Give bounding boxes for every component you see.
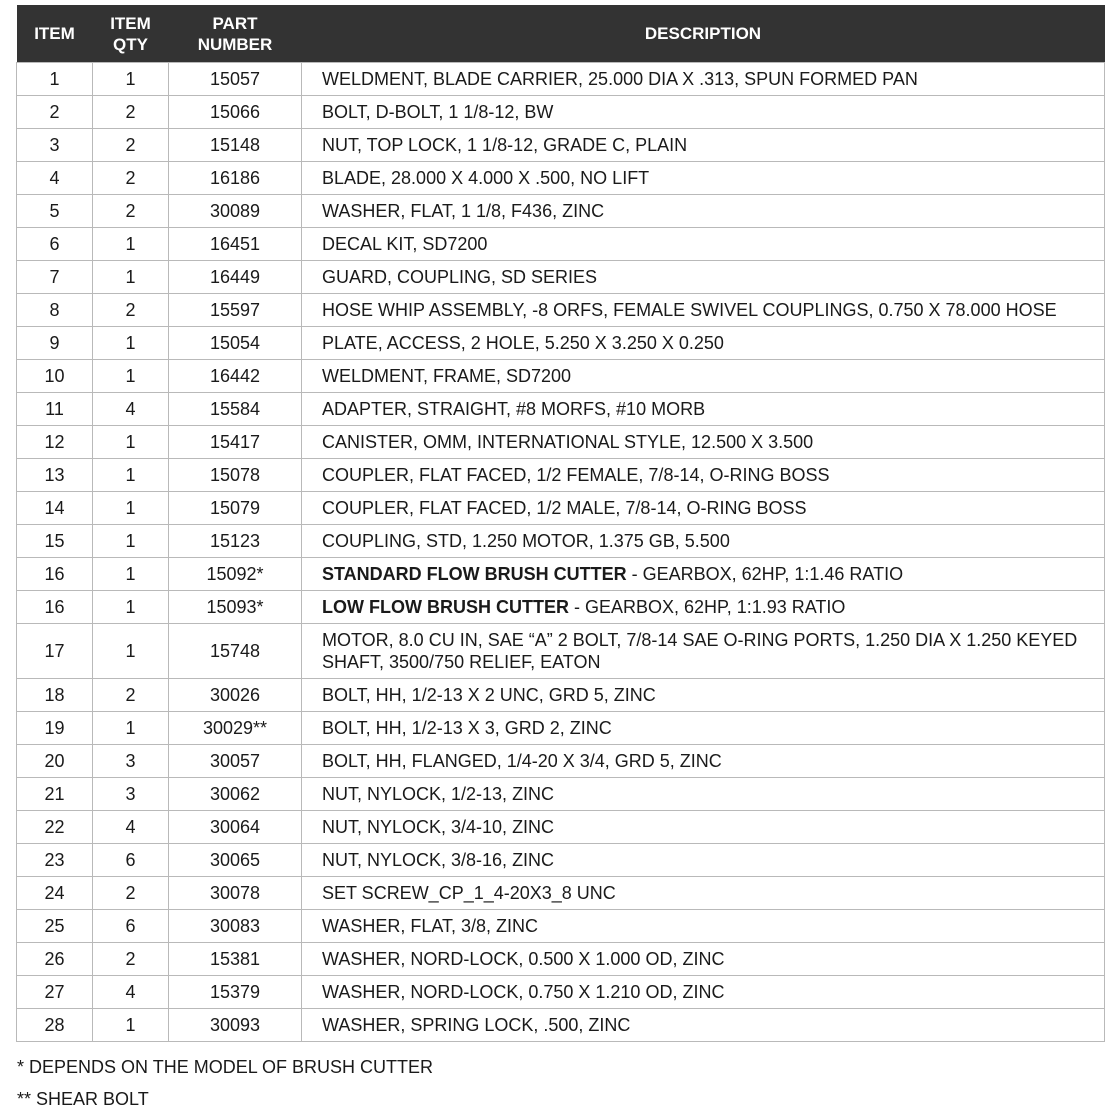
part-number-cell: 15379 bbox=[169, 976, 302, 1009]
table-row bbox=[17, 591, 1105, 624]
item-qty-cell: 4 bbox=[93, 811, 169, 844]
description-text: DECAL KIT, SD7200 bbox=[322, 234, 488, 254]
table-row bbox=[17, 712, 1105, 745]
description-text: - GEARBOX, 62HP, 1:1.93 RATIO bbox=[568, 597, 846, 617]
description-text: CANISTER, OMM, INTERNATIONAL STYLE, 12.500 X 3.500 bbox=[322, 432, 814, 452]
item-number-cell: 27 bbox=[17, 976, 93, 1009]
part-number-cell: 16442 bbox=[169, 360, 302, 393]
part-number-cell: 15597 bbox=[169, 294, 302, 327]
item-qty-cell: 1 bbox=[93, 492, 169, 525]
part-number-cell: 15093* bbox=[169, 591, 302, 624]
description-bold-text: LOW FLOW BRUSH CUTTER bbox=[322, 597, 569, 617]
item-number-cell: 8 bbox=[17, 294, 93, 327]
description-text: PLATE, ACCESS, 2 HOLE, 5.250 X 3.250 X 0.250 bbox=[322, 333, 724, 353]
description-cell bbox=[302, 679, 1105, 712]
item-number-cell: 22 bbox=[17, 811, 93, 844]
part-number-cell: 15748 bbox=[169, 624, 302, 679]
description-cell bbox=[302, 624, 1105, 679]
table-row bbox=[17, 426, 1105, 459]
item-number-cell: 25 bbox=[17, 910, 93, 943]
part-number-cell: 30065 bbox=[169, 844, 302, 877]
description-cell bbox=[302, 426, 1105, 459]
header-item-qty: ITEM QTY bbox=[93, 5, 169, 63]
table-row bbox=[17, 459, 1105, 492]
table-row bbox=[17, 910, 1105, 943]
description-cell bbox=[302, 591, 1105, 624]
table-header-row bbox=[17, 5, 1105, 63]
part-number-cell: 15417 bbox=[169, 426, 302, 459]
table-row bbox=[17, 877, 1105, 910]
description-cell bbox=[302, 910, 1105, 943]
item-qty-cell: 1 bbox=[93, 426, 169, 459]
description-cell bbox=[302, 778, 1105, 811]
item-number-cell: 16 bbox=[17, 558, 93, 591]
table-row bbox=[17, 129, 1105, 162]
description-text: ADAPTER, STRAIGHT, #8 MORFS, #10 MORB bbox=[322, 399, 706, 419]
item-number-cell: 26 bbox=[17, 943, 93, 976]
description-text: WASHER, NORD-LOCK, 0.500 X 1.000 OD, ZINC bbox=[322, 949, 725, 969]
description-text: WASHER, SPRING LOCK, .500, ZINC bbox=[322, 1015, 631, 1035]
item-number-cell: 17 bbox=[17, 624, 93, 679]
item-number-cell: 10 bbox=[17, 360, 93, 393]
description-cell bbox=[302, 360, 1105, 393]
item-qty-cell: 2 bbox=[93, 679, 169, 712]
item-number-cell: 15 bbox=[17, 525, 93, 558]
item-qty-cell: 1 bbox=[93, 1009, 169, 1042]
item-qty-cell: 1 bbox=[93, 261, 169, 294]
item-number-cell: 1 bbox=[17, 63, 93, 96]
item-qty-cell: 1 bbox=[93, 558, 169, 591]
description-cell bbox=[302, 745, 1105, 778]
item-qty-cell: 4 bbox=[93, 976, 169, 1009]
description-cell bbox=[302, 943, 1105, 976]
description-text: WASHER, FLAT, 1 1/8, F436, ZINC bbox=[322, 201, 605, 221]
part-number-cell: 30093 bbox=[169, 1009, 302, 1042]
item-number-cell: 2 bbox=[17, 96, 93, 129]
item-qty-cell: 2 bbox=[93, 162, 169, 195]
item-qty-cell: 1 bbox=[93, 327, 169, 360]
description-text: GUARD, COUPLING, SD SERIES bbox=[322, 267, 598, 287]
part-number-cell: 30062 bbox=[169, 778, 302, 811]
part-number-cell: 30083 bbox=[169, 910, 302, 943]
item-qty-cell: 2 bbox=[93, 877, 169, 910]
table-row bbox=[17, 679, 1105, 712]
item-qty-cell: 1 bbox=[93, 360, 169, 393]
table-row bbox=[17, 162, 1105, 195]
description-text: SET SCREW_CP_1_4-20X3_8 UNC bbox=[322, 883, 616, 903]
item-number-cell: 4 bbox=[17, 162, 93, 195]
description-cell bbox=[302, 1009, 1105, 1042]
table-row bbox=[17, 811, 1105, 844]
description-text: COUPLER, FLAT FACED, 1/2 FEMALE, 7/8-14, O-RING BOSS bbox=[322, 465, 830, 485]
table-row bbox=[17, 778, 1105, 811]
item-number-cell: 16 bbox=[17, 591, 93, 624]
description-text: HOSE WHIP ASSEMBLY, -8 ORFS, FEMALE SWIVEL COUPLINGS, 0.750 X 78.000 HOSE bbox=[322, 300, 1057, 320]
part-number-cell: 15148 bbox=[169, 129, 302, 162]
header-part-number: PART NUMBER bbox=[169, 5, 302, 63]
item-number-cell: 6 bbox=[17, 228, 93, 261]
description-cell bbox=[302, 877, 1105, 910]
item-number-cell: 18 bbox=[17, 679, 93, 712]
description-cell bbox=[302, 129, 1105, 162]
item-qty-cell: 2 bbox=[93, 294, 169, 327]
table-row bbox=[17, 558, 1105, 591]
item-number-cell: 14 bbox=[17, 492, 93, 525]
parts-table-body bbox=[17, 63, 1105, 1042]
description-text: NUT, NYLOCK, 1/2-13, ZINC bbox=[322, 784, 555, 804]
description-cell bbox=[302, 712, 1105, 745]
footnote-depends-on-model: * DEPENDS ON THE MODEL OF BRUSH CUTTER bbox=[17, 1057, 434, 1077]
part-number-cell: 15054 bbox=[169, 327, 302, 360]
item-number-cell: 28 bbox=[17, 1009, 93, 1042]
item-number-cell: 11 bbox=[17, 393, 93, 426]
item-qty-cell: 1 bbox=[93, 591, 169, 624]
description-text: - GEARBOX, 62HP, 1:1.46 RATIO bbox=[626, 564, 904, 584]
description-cell bbox=[302, 96, 1105, 129]
description-cell bbox=[302, 228, 1105, 261]
table-row bbox=[17, 943, 1105, 976]
part-number-cell: 15066 bbox=[169, 96, 302, 129]
item-qty-cell: 2 bbox=[93, 96, 169, 129]
item-qty-cell: 1 bbox=[93, 63, 169, 96]
part-number-cell: 30057 bbox=[169, 745, 302, 778]
table-row bbox=[17, 1009, 1105, 1042]
description-text: BOLT, HH, 1/2-13 X 2 UNC, GRD 5, ZINC bbox=[322, 685, 656, 705]
description-text: MOTOR, 8.0 CU IN, SAE “A” 2 BOLT, 7/8-14 SAE O-RING PORTS, 1.250 DIA X 1.250 KEYED SHAFT, 3500/750 RELIEF, EATON bbox=[322, 630, 1078, 672]
description-text: BOLT, D-BOLT, 1 1/8-12, BW bbox=[322, 102, 554, 122]
description-text: WASHER, NORD-LOCK, 0.750 X 1.210 OD, ZINC bbox=[322, 982, 725, 1002]
item-number-cell: 24 bbox=[17, 877, 93, 910]
description-cell bbox=[302, 976, 1105, 1009]
part-number-cell: 30078 bbox=[169, 877, 302, 910]
table-row bbox=[17, 96, 1105, 129]
description-cell bbox=[302, 63, 1105, 96]
item-number-cell: 13 bbox=[17, 459, 93, 492]
description-bold-text: STANDARD FLOW BRUSH CUTTER bbox=[322, 564, 627, 584]
description-text: NUT, TOP LOCK, 1 1/8-12, GRADE C, PLAIN bbox=[322, 135, 688, 155]
header-item: ITEM bbox=[17, 5, 93, 63]
description-cell bbox=[302, 393, 1105, 426]
description-text: WELDMENT, BLADE CARRIER, 25.000 DIA X .313, SPUN FORMED PAN bbox=[322, 69, 918, 89]
item-qty-cell: 1 bbox=[93, 712, 169, 745]
part-number-cell: 15057 bbox=[169, 63, 302, 96]
part-number-cell: 15079 bbox=[169, 492, 302, 525]
description-cell bbox=[302, 162, 1105, 195]
description-text: WELDMENT, FRAME, SD7200 bbox=[322, 366, 572, 386]
item-qty-cell: 2 bbox=[93, 129, 169, 162]
description-cell bbox=[302, 294, 1105, 327]
item-qty-cell: 6 bbox=[93, 844, 169, 877]
table-row bbox=[17, 525, 1105, 558]
item-qty-cell: 2 bbox=[93, 195, 169, 228]
description-cell bbox=[302, 844, 1105, 877]
description-cell bbox=[302, 459, 1105, 492]
item-qty-cell: 1 bbox=[93, 624, 169, 679]
part-number-cell: 16186 bbox=[169, 162, 302, 195]
part-number-cell: 16449 bbox=[169, 261, 302, 294]
header-description: DESCRIPTION bbox=[302, 5, 1105, 63]
table-row bbox=[17, 294, 1105, 327]
description-text: BLADE, 28.000 X 4.000 X .500, NO LIFT bbox=[322, 168, 650, 188]
item-qty-cell: 4 bbox=[93, 393, 169, 426]
description-cell bbox=[302, 558, 1105, 591]
item-number-cell: 9 bbox=[17, 327, 93, 360]
description-cell bbox=[302, 327, 1105, 360]
table-row bbox=[17, 195, 1105, 228]
part-number-cell: 30026 bbox=[169, 679, 302, 712]
table-row bbox=[17, 327, 1105, 360]
item-qty-cell: 1 bbox=[93, 525, 169, 558]
description-cell bbox=[302, 492, 1105, 525]
description-text: WASHER, FLAT, 3/8, ZINC bbox=[322, 916, 539, 936]
item-number-cell: 23 bbox=[17, 844, 93, 877]
part-number-cell: 30064 bbox=[169, 811, 302, 844]
item-number-cell: 20 bbox=[17, 745, 93, 778]
description-cell bbox=[302, 525, 1105, 558]
part-number-cell: 15381 bbox=[169, 943, 302, 976]
description-text: NUT, NYLOCK, 3/4-10, ZINC bbox=[322, 817, 555, 837]
item-qty-cell: 3 bbox=[93, 778, 169, 811]
part-number-cell: 15092* bbox=[169, 558, 302, 591]
part-number-cell: 15078 bbox=[169, 459, 302, 492]
item-qty-cell: 1 bbox=[93, 459, 169, 492]
part-number-cell: 16451 bbox=[169, 228, 302, 261]
table-row bbox=[17, 976, 1105, 1009]
table-row bbox=[17, 745, 1105, 778]
footnote-shear-bolt: ** SHEAR BOLT bbox=[17, 1089, 149, 1109]
description-text: BOLT, HH, 1/2-13 X 3, GRD 2, ZINC bbox=[322, 718, 612, 738]
item-number-cell: 21 bbox=[17, 778, 93, 811]
parts-list-table bbox=[16, 5, 1105, 1042]
description-text: COUPLING, STD, 1.250 MOTOR, 1.375 GB, 5.500 bbox=[322, 531, 730, 551]
description-cell bbox=[302, 811, 1105, 844]
table-row bbox=[17, 360, 1105, 393]
table-row bbox=[17, 393, 1105, 426]
part-number-cell: 15584 bbox=[169, 393, 302, 426]
item-number-cell: 5 bbox=[17, 195, 93, 228]
part-number-cell: 30029** bbox=[169, 712, 302, 745]
item-number-cell: 7 bbox=[17, 261, 93, 294]
item-qty-cell: 2 bbox=[93, 943, 169, 976]
description-text: COUPLER, FLAT FACED, 1/2 MALE, 7/8-14, O-RING BOSS bbox=[322, 498, 807, 518]
table-row bbox=[17, 228, 1105, 261]
item-number-cell: 12 bbox=[17, 426, 93, 459]
item-number-cell: 19 bbox=[17, 712, 93, 745]
item-number-cell: 3 bbox=[17, 129, 93, 162]
part-number-cell: 15123 bbox=[169, 525, 302, 558]
table-row bbox=[17, 492, 1105, 525]
description-cell bbox=[302, 195, 1105, 228]
table-row bbox=[17, 63, 1105, 96]
item-qty-cell: 1 bbox=[93, 228, 169, 261]
item-qty-cell: 3 bbox=[93, 745, 169, 778]
description-text: BOLT, HH, FLANGED, 1/4-20 X 3/4, GRD 5, ZINC bbox=[322, 751, 722, 771]
description-cell bbox=[302, 261, 1105, 294]
table-row bbox=[17, 844, 1105, 877]
description-text: NUT, NYLOCK, 3/8-16, ZINC bbox=[322, 850, 555, 870]
item-qty-cell: 6 bbox=[93, 910, 169, 943]
table-row bbox=[17, 624, 1105, 679]
part-number-cell: 30089 bbox=[169, 195, 302, 228]
table-row bbox=[17, 261, 1105, 294]
